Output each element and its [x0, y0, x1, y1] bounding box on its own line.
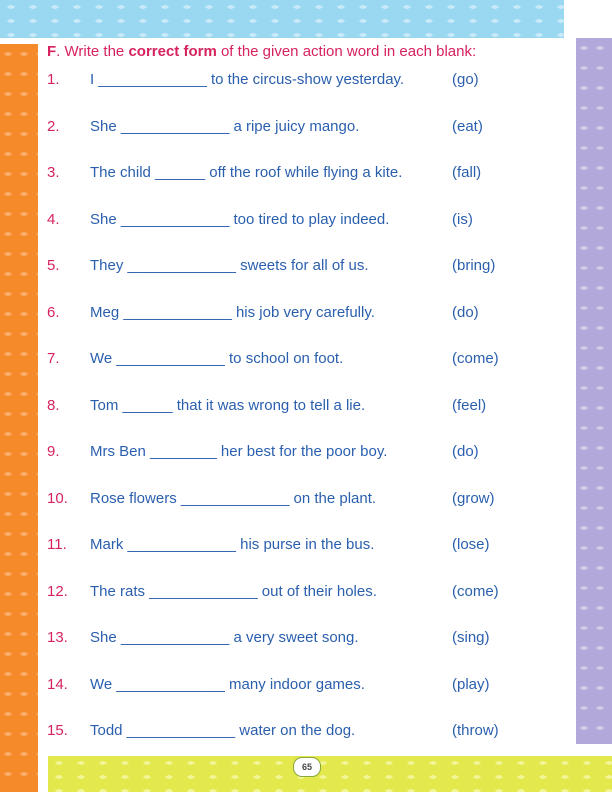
question-text: She _____________ too tired to play indeed.	[90, 210, 390, 228]
question-row	[47, 628, 572, 648]
question-number: 11.	[47, 536, 67, 553]
question-hint: (is)	[452, 210, 473, 228]
instruction-text-after: of the given action word in each blank:	[220, 43, 477, 60]
question-text: Meg _____________ his job very carefully.	[90, 303, 375, 321]
question-hint: (do)	[452, 303, 479, 321]
question-hint: (sing)	[452, 629, 490, 646]
question-hint: (play)	[452, 675, 490, 693]
question-hint: (come)	[452, 582, 499, 600]
question-number: 5.	[47, 257, 60, 274]
question-row	[47, 535, 572, 555]
question-row	[47, 582, 572, 602]
question-text: She _____________ a very sweet song.	[90, 629, 359, 646]
question-hint: (eat)	[452, 117, 483, 135]
exercise-instruction: F. Write the correct form of the given action word in each blank:	[47, 43, 477, 60]
question-number: 14.	[47, 675, 68, 693]
question-text: She _____________ a ripe juicy mango.	[90, 117, 360, 135]
bottom-decorative-band	[48, 756, 612, 792]
instruction-text-before: Write the	[64, 43, 125, 60]
question-text: Tom ______ that it was wrong to tell a lie.	[90, 396, 366, 414]
question-hint: (fall)	[452, 164, 482, 181]
question-text: Mark _____________ his purse in the bus.	[90, 536, 375, 553]
question-row	[47, 117, 572, 137]
question-text: The rats _____________ out of their holes.	[90, 582, 377, 600]
question-number: 13.	[47, 629, 68, 646]
question-row	[47, 396, 572, 416]
question-row	[47, 442, 572, 462]
question-hint: (do)	[452, 443, 479, 460]
question-number: 12.	[47, 582, 68, 600]
question-row	[47, 303, 572, 323]
question-text: Todd _____________ water on the dog.	[90, 722, 356, 739]
page-number: 65	[293, 757, 321, 777]
question-row	[47, 256, 572, 276]
question-text: Mrs Ben ________ her best for the poor boy.	[90, 443, 388, 460]
question-text: Rose flowers _____________ on the plant.	[90, 489, 377, 507]
question-number: 3.	[47, 164, 60, 181]
question-hint: (grow)	[452, 489, 495, 507]
question-number: 1.	[47, 71, 60, 88]
question-hint: (throw)	[452, 722, 499, 739]
question-hint: (bring)	[452, 257, 496, 274]
question-hint: (feel)	[452, 396, 487, 414]
question-number: 6.	[47, 303, 60, 321]
question-hint: (come)	[452, 350, 499, 367]
question-row	[47, 349, 572, 369]
question-text: We _____________ to school on foot.	[90, 350, 344, 367]
question-number: 10.	[47, 489, 68, 507]
question-number: 4.	[47, 210, 60, 228]
question-hint: (lose)	[452, 536, 490, 553]
exercise-letter: F	[47, 43, 57, 60]
question-text: The child ______ off the roof while flying a kite.	[90, 164, 403, 181]
question-row	[47, 489, 572, 509]
question-hint: (go)	[452, 71, 479, 88]
right-decorative-band	[576, 38, 612, 744]
question-row	[47, 70, 572, 90]
question-number: 2.	[47, 117, 60, 135]
question-number: 9.	[47, 443, 60, 460]
question-text: I _____________ to the circus-show yesterday.	[90, 71, 405, 88]
question-row	[47, 210, 572, 230]
top-decorative-band	[0, 0, 564, 38]
question-number: 7.	[47, 350, 60, 367]
question-text: They _____________ sweets for all of us.	[90, 257, 369, 274]
question-row	[47, 675, 572, 695]
left-decorative-band	[0, 44, 38, 792]
question-number: 8.	[47, 396, 60, 414]
question-number: 15.	[47, 722, 68, 739]
question-row	[47, 163, 572, 183]
question-text: We _____________ many indoor games.	[90, 675, 365, 693]
instruction-emphasis: correct form	[128, 43, 217, 60]
question-row	[47, 721, 572, 741]
